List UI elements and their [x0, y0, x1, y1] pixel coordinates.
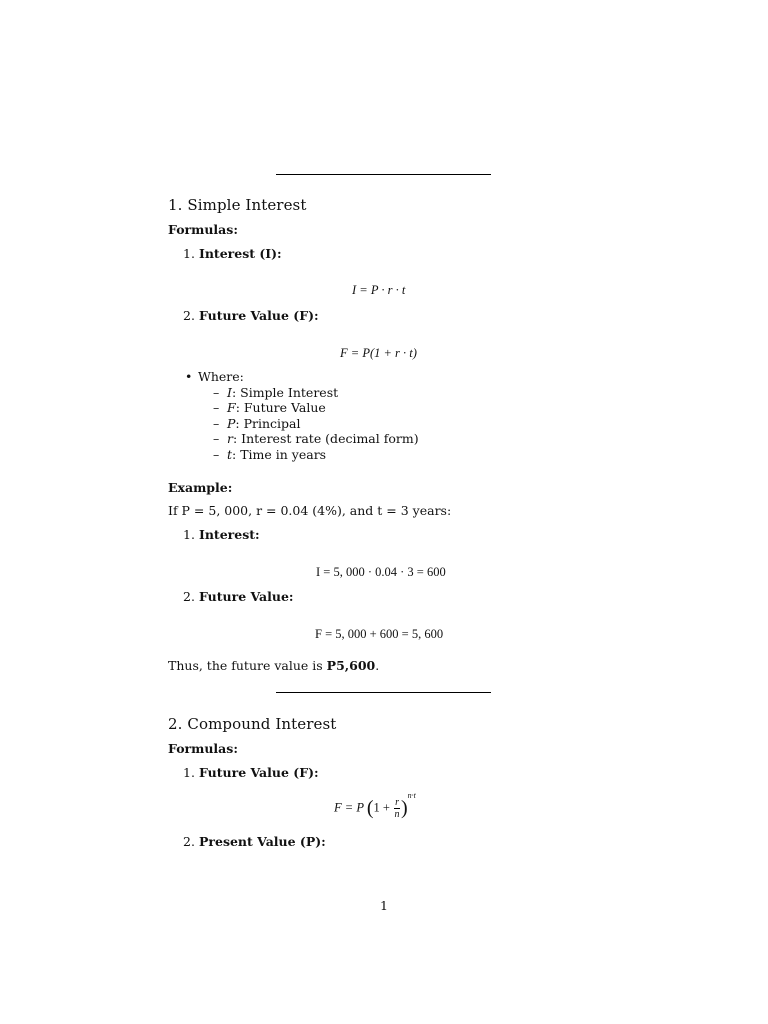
- definition-text: : Time in years: [232, 446, 327, 462]
- fraction-numerator: r: [395, 797, 399, 808]
- example-item-future-value: [183, 589, 294, 604]
- section-divider-middle: [276, 692, 491, 693]
- list-item-interest: [183, 246, 282, 261]
- example-label: Example:: [168, 480, 233, 495]
- fraction-denominator: n: [394, 809, 400, 820]
- list-number: 1.: [183, 527, 195, 542]
- definition-symbol: F: [227, 400, 236, 415]
- definition-item: [213, 431, 419, 447]
- page-number: 1: [380, 898, 388, 913]
- definition-symbol: I: [227, 384, 232, 400]
- list-label: Present Value (P):: [199, 834, 326, 849]
- formulas-label-2: Formulas:: [168, 741, 238, 756]
- section-divider-top: [276, 174, 491, 175]
- formula-lhs: F = P: [334, 800, 364, 815]
- fraction-r-over-n: [394, 797, 400, 820]
- definition-text: : Future Value: [235, 400, 326, 415]
- definition-item: [213, 416, 419, 432]
- definition-text: : Simple Interest: [231, 384, 339, 400]
- formula-interest: I = P · r · t: [352, 283, 406, 297]
- example-item-interest: [183, 527, 260, 542]
- conclusion-prefix: Thus, the future value is: [168, 658, 327, 673]
- list-number: 2.: [183, 308, 195, 323]
- list-number: 2.: [183, 589, 195, 604]
- list-label: Interest (I):: [199, 246, 282, 261]
- dash-marker: –: [213, 415, 220, 431]
- where-bullet: • Where:: [185, 369, 244, 384]
- example-future-value-formula: F = 5, 000 + 600 = 5, 600: [315, 627, 444, 641]
- dash-marker: –: [213, 431, 220, 446]
- list-number: 2.: [183, 834, 195, 849]
- formula-exponent: n·t: [407, 791, 416, 801]
- list-item-present-value: [183, 834, 326, 849]
- formulas-label: Formulas:: [168, 222, 238, 237]
- dash-marker: –: [213, 446, 220, 462]
- dash-marker: –: [213, 400, 220, 415]
- definition-symbol: r: [227, 431, 233, 446]
- list-item-compound-future-value: [183, 765, 319, 780]
- example-intro: If P = 5, 000, r = 0.04 (4%), and t = 3 years:: [168, 503, 452, 518]
- conclusion-text: [168, 658, 379, 673]
- list-label: Future Value:: [199, 589, 294, 604]
- definition-item: [213, 447, 419, 463]
- definition-text: : Interest rate (decimal form): [232, 431, 419, 446]
- right-paren: ): [401, 797, 408, 819]
- example-interest-formula: I = 5, 000 · 0.04 · 3 = 600: [316, 565, 446, 579]
- definition-item: [213, 400, 419, 416]
- definition-symbol: t: [227, 446, 233, 462]
- list-label: Future Value (F):: [199, 308, 319, 323]
- list-label: Future Value (F):: [199, 765, 319, 780]
- definition-symbol: P: [227, 415, 236, 431]
- where-label: Where:: [198, 369, 244, 384]
- list-item-future-value: [183, 308, 319, 323]
- formula-one-plus: 1 +: [373, 800, 390, 815]
- dash-marker: –: [213, 384, 220, 400]
- list-number: 1.: [183, 765, 195, 780]
- section-heading-compound-interest: 2. Compound Interest: [168, 715, 337, 733]
- definition-item: [213, 385, 419, 401]
- conclusion-value: P5,600: [326, 658, 376, 673]
- list-label: Interest:: [199, 527, 260, 542]
- left-paren: (: [366, 797, 374, 819]
- section-heading-simple-interest: 1. Simple Interest: [168, 196, 307, 214]
- formula-future-value: F = P(1 + r · t): [340, 346, 417, 360]
- definitions-list: [185, 385, 419, 463]
- where-list: [185, 369, 419, 462]
- definition-text: : Principal: [235, 415, 301, 431]
- list-number: 1.: [183, 246, 195, 261]
- conclusion-suffix: .: [375, 658, 380, 673]
